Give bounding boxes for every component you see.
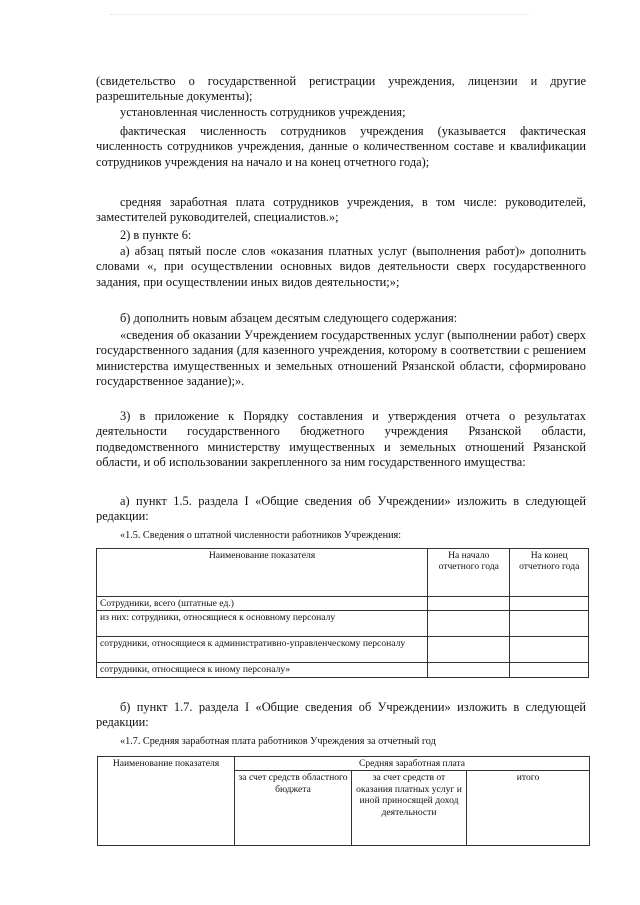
table2-subheader-total: итого — [467, 771, 590, 846]
table1-header-start: На начало отчетного года — [428, 549, 510, 597]
table1-header-end: На конец отчетного года — [510, 549, 589, 597]
table2-subheader-paid: за счет средств от оказания платных услуг и иной приносящей доход деятельности — [352, 771, 467, 846]
staff-table — [96, 548, 589, 678]
table1-caption: «1.5. Сведения о штатной численности работников Учреждения: — [120, 530, 402, 541]
paragraph-5: 2) в пункте 6: — [120, 228, 192, 242]
table2-caption: «1.7. Средняя заработная плата работников Учреждения за отчетный год — [120, 736, 436, 747]
paragraph-6: а) абзац пятый после слов «оказания платных услуг (выполнения работ)» дополнить словами «, при осуществлении основных видов деятельности сверх государственного задания, при осуществлении иных видов деятельности;»; — [96, 244, 586, 289]
table1-header-name: Наименование показателя — [97, 549, 428, 597]
table1-row: сотрудники, относящиеся к административно-управленческому персоналу — [97, 637, 428, 663]
table1-row: сотрудники, относящиеся к иному персоналу» — [97, 663, 428, 677]
table2-header-group: Средняя заработная плата — [235, 757, 590, 771]
paragraph-4: средняя заработная плата сотрудников учреждения, в том числе: руководителей, заместителей руководителей, специалистов.»; — [96, 195, 586, 225]
paragraph-10: а) пункт 1.5. раздела I «Общие сведения об Учреждении» изложить в следующей редакции: — [96, 494, 586, 524]
table2-header-name: Наименование показателя — [98, 757, 235, 846]
table1-row: Сотрудники, всего (штатные ед.) — [97, 597, 428, 611]
paragraph-b: б) пункт 1.7. раздела I «Общие сведения об Учреждении» изложить в следующей редакции: — [96, 700, 586, 730]
salary-table — [97, 756, 590, 846]
paragraph-1: (свидетельство о государственной регистрации учреждения, лицензии и другие разрешительные документы); — [96, 74, 586, 104]
scan-artifact — [110, 14, 530, 23]
paragraph-3: фактическая численность сотрудников учреждения (указывается фактическая численность сотрудников учреждения, данные о количественном составе и квалификации сотрудников учреждения на начало и на конец отчетного года); — [96, 124, 586, 169]
paragraph-8: «сведения об оказании Учреждением государственных услуг (выполнении работ) сверх государственного задания (для казенного учреждения, которому в соответствии с решением министерства имущественных и земельных отношений Рязанской области, сформировано государственное задание);». — [96, 328, 586, 389]
table2-subheader-budget: за счет средств областного бюджета — [235, 771, 352, 846]
paragraph-2: установленная численность сотрудников учреждения; — [120, 105, 406, 119]
table1-row: из них: сотрудники, относящиеся к основному персоналу — [97, 611, 428, 637]
paragraph-9: 3) в приложение к Порядку составления и утверждения отчета о результатах деятельности государственного бюджетного учреждения Рязанской области, подведомственного министерству имущественных и земельных отношений Рязанской области, и об использовании закрепленного за ним государственного имущества: — [96, 409, 586, 470]
paragraph-7: б) дополнить новым абзацем десятым следующего содержания: — [120, 311, 458, 325]
